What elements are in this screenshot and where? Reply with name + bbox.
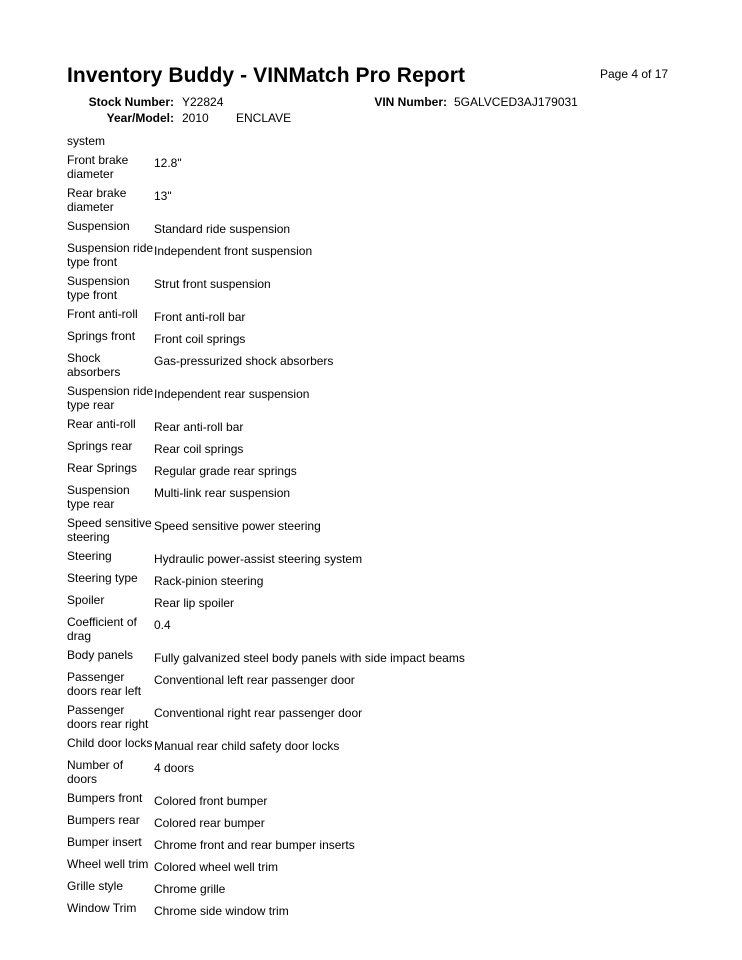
spec-label: Wheel well trim <box>67 857 149 871</box>
spec-value: 0.4 <box>154 618 171 632</box>
year-model-label: Year/Model: <box>106 111 174 125</box>
spec-label: Suspension ride type rear <box>67 384 154 412</box>
spec-label: Rear brake diameter <box>67 186 127 214</box>
vin-number-label: VIN Number: <box>374 95 447 109</box>
spec-row <box>67 879 707 896</box>
spec-label: Rear Springs <box>67 461 138 475</box>
spec-label: Front anti-roll <box>67 307 138 321</box>
spec-label: Number of doors <box>67 758 124 786</box>
spec-row <box>67 791 707 808</box>
spec-label: Coefficient of drag <box>67 615 137 643</box>
spec-list <box>67 134 707 923</box>
spec-value: Conventional left rear passenger door <box>154 673 355 687</box>
spec-value: Independent rear suspension <box>154 387 310 401</box>
spec-row <box>67 835 707 852</box>
spec-row <box>67 461 707 478</box>
spec-value: Standard ride suspension <box>154 222 291 236</box>
stock-number-label: Stock Number: <box>88 95 174 109</box>
spec-row <box>67 648 707 665</box>
spec-value: Conventional right rear passenger door <box>154 706 363 720</box>
model-value: ENCLAVE <box>236 111 292 125</box>
vin-number-value: 5GALVCED3AJ179031 <box>454 95 578 109</box>
spec-row <box>67 516 707 544</box>
spec-value: Colored rear bumper <box>154 816 265 830</box>
spec-value: Chrome grille <box>154 882 226 896</box>
spec-label: Window Trim <box>67 901 137 915</box>
spec-value: Multi-link rear suspension <box>154 486 291 500</box>
spec-row <box>67 813 707 830</box>
stock-number-value: Y22824 <box>182 95 224 109</box>
spec-value: Colored front bumper <box>154 794 268 808</box>
spec-value: Rear lip spoiler <box>154 596 235 610</box>
spec-value: Front anti-roll bar <box>154 310 246 324</box>
spec-value: Hydraulic power-assist steering system <box>154 552 363 566</box>
spec-label: Grille style <box>67 879 124 893</box>
report-title: Inventory Buddy - VINMatch Pro Report <box>67 64 466 87</box>
spec-value: 13" <box>154 189 172 203</box>
spec-label: Springs rear <box>67 439 133 453</box>
spec-row <box>67 593 707 610</box>
spec-row <box>67 758 707 786</box>
spec-row <box>67 329 707 346</box>
spec-row <box>67 307 707 324</box>
spec-value: Gas-pressurized shock absorbers <box>154 354 334 368</box>
spec-row <box>67 615 707 643</box>
spec-row <box>67 186 707 214</box>
spec-label: Bumper insert <box>67 835 142 849</box>
spec-row <box>67 219 707 236</box>
spec-label: Front brake diameter <box>67 153 129 181</box>
spec-row <box>67 274 707 302</box>
spec-label: Steering type <box>67 571 138 585</box>
spec-label: Suspension ride type front <box>67 241 154 269</box>
page-number: Page 4 of 17 <box>600 67 669 81</box>
spec-row <box>67 549 707 566</box>
spec-value: Front coil springs <box>154 332 246 346</box>
spec-label: Shock absorbers <box>67 351 121 379</box>
spec-label: Speed sensitive steering <box>67 516 152 544</box>
spec-value: Regular grade rear springs <box>154 464 297 478</box>
spec-row <box>67 571 707 588</box>
spec-label: Steering <box>67 549 112 563</box>
spec-value: 4 doors <box>154 761 195 775</box>
spec-row <box>67 857 707 874</box>
spec-label: Body panels <box>67 648 134 662</box>
spec-value: Chrome front and rear bumper inserts <box>154 838 355 852</box>
spec-row <box>67 670 707 698</box>
spec-row <box>67 351 707 379</box>
spec-row <box>67 241 707 269</box>
spec-value: Rear coil springs <box>154 442 244 456</box>
spec-label: Passenger doors rear right <box>67 703 149 731</box>
spec-value: Chrome side window trim <box>154 904 289 918</box>
spec-label: Springs front <box>67 329 136 343</box>
spec-label: Child door locks <box>67 736 153 750</box>
spec-value: Manual rear child safety door locks <box>154 739 340 753</box>
spec-row <box>67 901 707 918</box>
spec-value: Rear anti-roll bar <box>154 420 244 434</box>
spec-row <box>67 384 707 412</box>
spec-row <box>67 703 707 731</box>
spec-label: Rear anti-roll <box>67 417 136 431</box>
spec-value: Strut front suspension <box>154 277 271 291</box>
spec-row <box>67 483 707 511</box>
spec-label: Suspension type rear <box>67 483 130 511</box>
spec-label: Suspension type front <box>67 274 130 302</box>
spec-value: Independent front suspension <box>154 244 313 258</box>
spec-row <box>67 439 707 456</box>
spec-row <box>67 417 707 434</box>
continued-text: system <box>67 134 106 148</box>
spec-value: Fully galvanized steel body panels with side impact beams <box>154 651 465 665</box>
spec-label: Bumpers rear <box>67 813 140 827</box>
spec-row <box>67 153 707 181</box>
year-value: 2010 <box>182 111 209 125</box>
spec-value: Rack-pinion steering <box>154 574 264 588</box>
spec-label: Passenger doors rear left <box>67 670 142 698</box>
spec-label: Suspension <box>67 219 130 233</box>
spec-label: Bumpers front <box>67 791 143 805</box>
spec-label: Spoiler <box>67 593 105 607</box>
spec-value: 12.8" <box>154 156 182 170</box>
spec-value: Colored wheel well trim <box>154 860 279 874</box>
spec-value: Speed sensitive power steering <box>154 519 321 533</box>
spec-row <box>67 736 707 753</box>
